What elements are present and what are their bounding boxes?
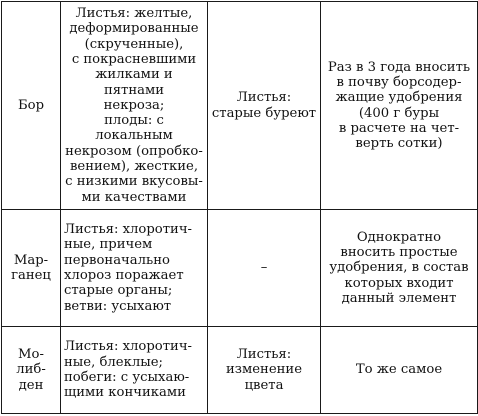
table-row-manganese bbox=[2, 210, 478, 327]
deficiency-cell: Листья: хлоротич- ные, блеклые; побеги: с усыхаю- щими кончиками bbox=[61, 327, 208, 414]
element-cell: Бор bbox=[2, 2, 61, 210]
excess-cell: Листья: изменение цвета bbox=[208, 327, 321, 414]
remedy-cell: Раз в 3 года вносить в почву борсодер- жащие удобрения (400 г буры в расчете на чет- верть сотки) bbox=[321, 2, 478, 210]
remedy-cell: То же самое bbox=[321, 327, 478, 414]
element-cell: Мар- ганец bbox=[2, 210, 61, 327]
nutrient-table bbox=[1, 1, 478, 414]
deficiency-cell: Листья: хлоротич- ные, причем первоначально хлороз поражает старые органы; ветви: усыхают bbox=[61, 210, 208, 327]
table-row-molybdenum bbox=[2, 327, 478, 414]
excess-cell: – bbox=[208, 210, 321, 327]
remedy-cell: Однократно вносить простые удобрения, в состав которых входит данный элемент bbox=[321, 210, 478, 327]
excess-cell: Листья: старые буреют bbox=[208, 2, 321, 210]
element-cell: Мо- либ- ден bbox=[2, 327, 61, 414]
deficiency-cell: Листья: желтые, деформированные (скрученные), с покрасневшими жилками и пятнами некроза; плоды: с локальным некрозом (опробко- вением), жесткие, с низкими вкусовы- ми качествами bbox=[61, 2, 208, 210]
table-row-boron bbox=[2, 2, 478, 210]
